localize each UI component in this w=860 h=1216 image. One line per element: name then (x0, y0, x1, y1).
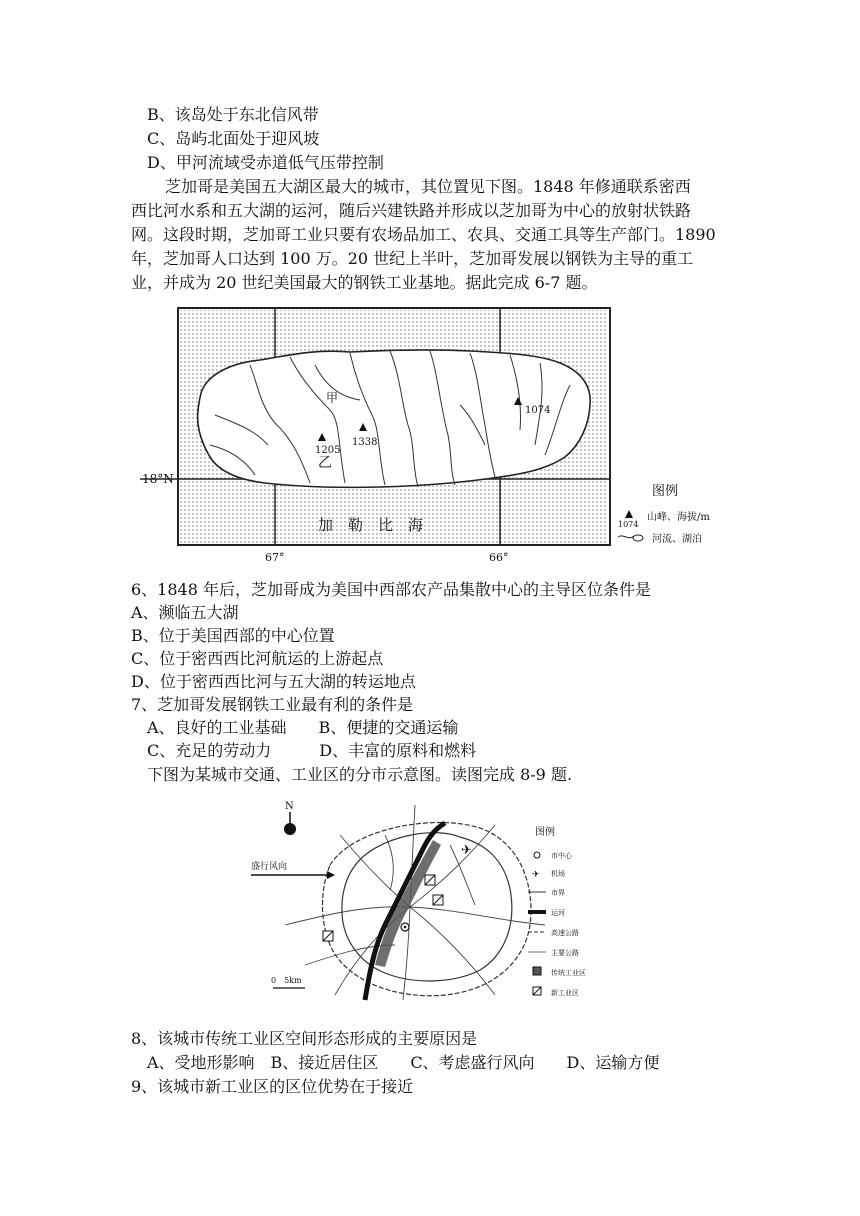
island-outline (198, 350, 591, 487)
highway-ring (323, 823, 531, 996)
sea-label: 加 勒 比 海 (318, 516, 424, 534)
legend-item-boundary: 市界 (551, 889, 565, 897)
option-b-line: B、该岛处于东北信风带 (147, 105, 319, 124)
legend-title: 图例 (535, 827, 555, 838)
legend-river-label: 河流、湖泊 (652, 534, 702, 545)
passage-line-1: 芝加哥是美国五大湖区最大的城市，其位置见下图。1848 年修通联系密西 (165, 177, 691, 196)
svg-text:1338: 1338 (352, 437, 378, 448)
legend-peak-value: 1074 (618, 520, 639, 529)
river-label-jia: 甲 (326, 391, 339, 405)
question-7: 7、芝加哥发展钢铁工业最有利的条件是 (131, 695, 414, 714)
intro-8-9: 下图为某城市交通、工业区的分市示意图。读图完成 8-9 题. (147, 765, 573, 784)
question-6: 6、1848 年后，芝加哥成为美国中西部农产品集散中心的主导区位条件是 (131, 580, 651, 599)
north-label: N (285, 801, 294, 812)
legend-center-icon (534, 852, 540, 858)
passage-line-2: 西比河水系和五大湖的运河，随后兴建铁路并形成以芝加哥为中心的放射状铁路 (131, 201, 692, 220)
wind-label: 盛行风向 (251, 862, 288, 872)
longitude-67-label: 67° (265, 551, 285, 563)
q7-options-ab: A、良好的工业基础 B、便捷的交通运输 (147, 718, 459, 737)
question-8: 8、该城市传统工业区空间形态形成的主要原因是 (131, 1029, 478, 1048)
legend-peak-label: 山峰、海拔/m (647, 512, 710, 523)
q7-options-cd: C、充足的劳动力 D、丰富的原料和燃料 (147, 741, 477, 760)
city-map (245, 795, 625, 1005)
legend-airport-icon: ✈ (532, 870, 540, 880)
svg-text:1074: 1074 (525, 405, 551, 416)
question-9: 9、该城市新工业区的区位优势在于接近 (131, 1077, 414, 1096)
legend-item-canal: 运河 (551, 909, 565, 917)
q6-option-d: D、位于密西西比河与五大湖的转运地点 (131, 672, 416, 691)
legend-item-highway: 高速公路 (551, 929, 579, 937)
latitude-label: 18°N (142, 472, 174, 486)
passage-line-5: 业，并成为 20 世纪美国最大的钢铁工业基地。据此完成 6-7 题。 (131, 273, 598, 292)
longitude-66-label: 66° (489, 551, 509, 563)
scale-label: 0 5km (271, 976, 302, 985)
legend-item-road: 主要公路 (551, 949, 579, 957)
passage-line-4: 年，芝加哥人口达到 100 万。20 世纪上半叶，芝加哥发展以钢铁为主导的重工 (131, 249, 694, 268)
q8-options: A、受地形影响 B、接近居住区 C、考虑盛行风向 D、运输方便 (147, 1053, 660, 1072)
legend-traditional-icon (533, 967, 541, 975)
airport-icon: ✈ (461, 843, 472, 858)
legend-title: 图例 (652, 484, 679, 499)
legend-item-airport: 机场 (551, 870, 565, 878)
legend-peak-icon (625, 510, 633, 518)
legend-item-traditional: 传统工业区 (551, 969, 586, 977)
q6-option-c: C、位于密西西比河航运的上游起点 (131, 649, 384, 668)
q6-option-b: B、位于美国西部的中心位置 (131, 626, 335, 645)
north-circle-icon (284, 823, 296, 835)
option-d-line: D、甲河流域受赤道低气压带控制 (147, 153, 384, 172)
island-map (140, 305, 720, 563)
legend-river-icon (618, 535, 643, 541)
q6-option-a: A、濒临五大湖 (131, 603, 239, 622)
passage-line-3: 网。这段时期，芝加哥工业只要有农场品加工、农具、交通工具等生产部门。1890 (131, 225, 716, 244)
svg-text:1205: 1205 (315, 445, 341, 456)
legend-item-center: 市中心 (551, 852, 572, 860)
legend-item-new: 新工业区 (551, 989, 579, 997)
option-c-line: C、岛屿北面处于迎风坡 (147, 129, 320, 148)
river-label-yi: 乙 (318, 455, 332, 471)
